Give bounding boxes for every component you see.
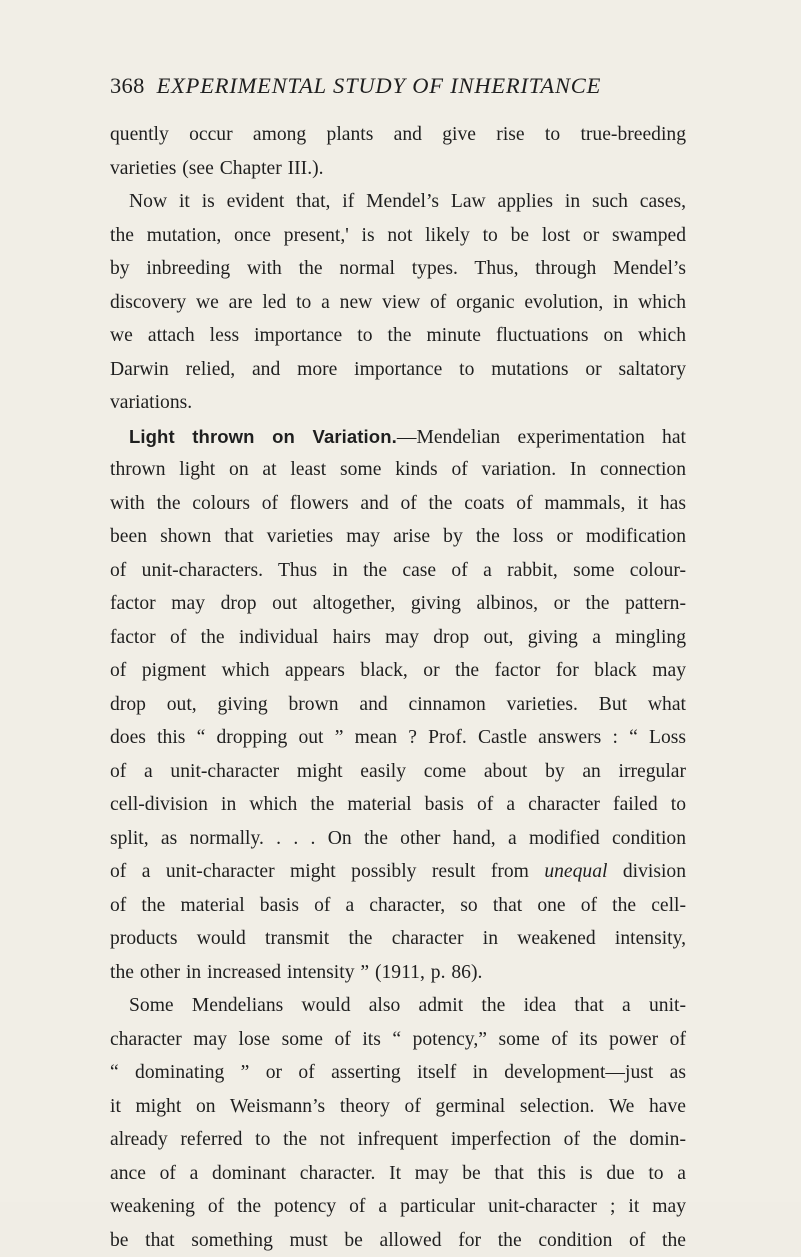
page-header [110,73,690,107]
running-title: EXPERIMENTAL STUDY OF INHERITANCE [157,73,602,98]
text-line: been shown that varieties may arise by the loss or modification [110,520,686,554]
italic-text-line [110,855,686,889]
section-heading: Light thrown on Variation. [129,426,397,447]
line-text-after: division [607,861,686,882]
text-line: of the material basis of a character, so that one of the cell- [110,889,686,923]
text-line: quently occur among plants and give rise to true-breeding [110,118,686,152]
text-line: split, as normally. . . . On the other hand, a modified condition [110,822,686,856]
line-text-before: of a unit-character might possibly result from [110,861,544,882]
text-line: of unit-characters. Thus in the case of a rabbit, some colour- [110,554,686,588]
text-line: we attach less importance to the minute fluctuations on which [110,319,686,353]
text-line: factor of the individual hairs may drop out, giving a mingling [110,621,686,655]
text-line: variations. [110,386,686,420]
text-line: drop out, giving brown and cinnamon varieties. But what [110,688,686,722]
text-line: with the colours of flowers and of the coats of mammals, it has [110,487,686,521]
text-line: discovery we are led to a new view of organic evolution, in which [110,286,686,320]
text-line: factor may drop out altogether, giving albinos, or the pattern- [110,587,686,621]
text-line: products would transmit the character in weakened intensity, [110,922,686,956]
section-heading-line [110,420,686,454]
text-line: be that something must be allowed for the condition of the [110,1224,686,1257]
text-line: by inbreeding with the normal types. Thus, through Mendel’s [110,252,686,286]
text-line: of a unit-character might easily come about by an irregular [110,755,686,789]
text-line: Darwin relied, and more importance to mutations or saltatory [110,353,686,387]
text-line: of pigment which appears black, or the factor for black may [110,654,686,688]
text-line: the other in increased intensity ” (1911, p. 86). [110,956,686,990]
text-line: Some Mendelians would also admit the idea that a unit- [110,989,686,1023]
text-line: varieties (see Chapter III.). [110,152,686,186]
text-line: Now it is evident that, if Mendel’s Law applies in such cases, [110,185,686,219]
text-line: cell-division in which the material basis of a character failed to [110,788,686,822]
text-line: thrown light on at least some kinds of variation. In connection [110,453,686,487]
emphasized-word: unequal [544,861,607,882]
text-line: ance of a dominant character. It may be that this is due to a [110,1157,686,1191]
body-text [110,118,686,1257]
page-number: 368 [110,73,145,98]
text-line: the mutation, once present,' is not likely to be lost or swamped [110,219,686,253]
text-line: already referred to the not infrequent imperfection of the domin- [110,1123,686,1157]
text-line: weakening of the potency of a particular unit-character ; it may [110,1190,686,1224]
text-line: it might on Weismann’s theory of germinal selection. We have [110,1090,686,1124]
text-line: does this “ dropping out ” mean ? Prof. Castle answers : “ Loss [110,721,686,755]
text-line: “ dominating ” or of asserting itself in development—just as [110,1056,686,1090]
text-line: character may lose some of its “ potency,” some of its power of [110,1023,686,1057]
heading-line-text: —Mendelian experimentation hat [397,427,686,448]
